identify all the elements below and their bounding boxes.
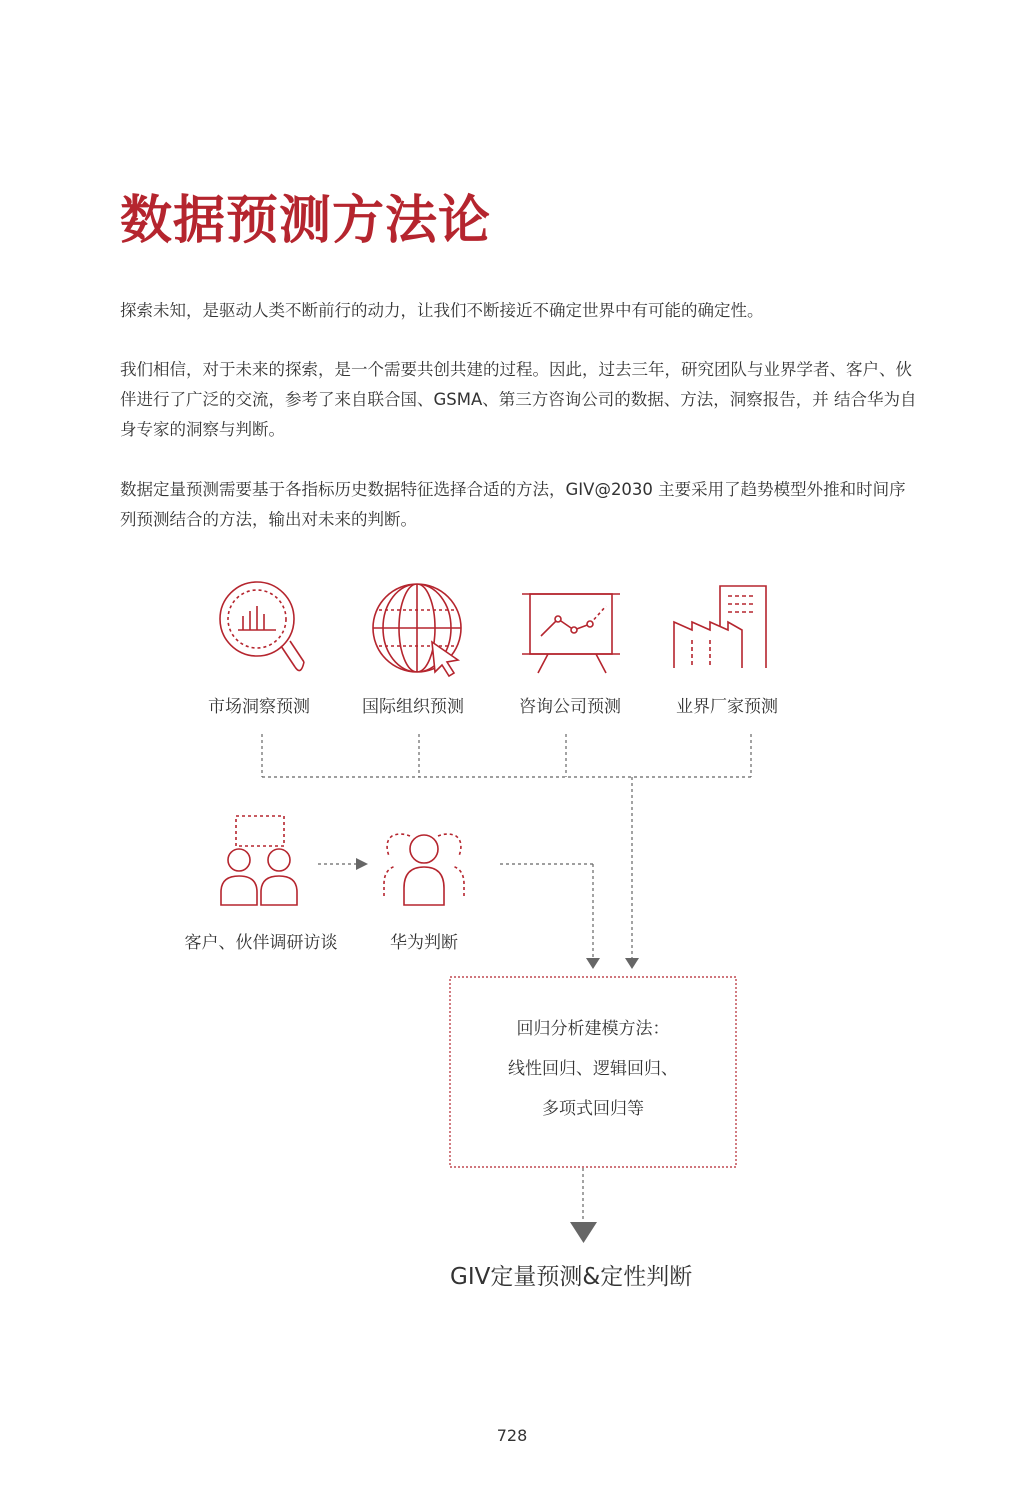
arrowheads: [356, 858, 639, 1243]
magnifier-chart-icon: [220, 582, 304, 671]
method-box-line-3: 多项式回归等: [542, 1099, 644, 1119]
presentation-board-icon: [522, 594, 620, 673]
judgment-label: 华为判断: [390, 933, 458, 953]
paragraph-intro: 探索未知，是驱动人类不断前行的动力，让我们不断接近不确定世界中有可能的确定性。: [120, 301, 764, 320]
result-label: GIV定量预测&定性判断: [450, 1264, 693, 1290]
interview-label: 客户、伙伴调研访谈: [184, 933, 338, 953]
source-label-intl-org: 国际组织预测: [362, 697, 464, 717]
method-box-line-2: 线性回归、逻辑回归、: [508, 1059, 678, 1079]
page-number: 728: [496, 1426, 528, 1445]
paragraph-collaboration: 我们相信，对于未来的探索，是一个需要共创共建的过程。因此，过去三年，研究团队与业界学者、客户、伙伴进行了广泛的交流，参考了来自联合国、GSMA、第三方咨询公司的数据、方法，洞察报告，并 结合华为自身专家的洞察与判断。: [120, 360, 917, 439]
globe-cursor-icon: [373, 584, 461, 676]
connector-lines: [262, 734, 751, 1222]
meeting-people-icon: [221, 816, 297, 905]
source-label-market: 市场洞察预测: [208, 697, 310, 717]
source-label-vendor: 业界厂家预测: [676, 697, 778, 717]
source-label-consulting: 咨询公司预测: [519, 697, 621, 717]
method-box-line-1: 回归分析建模方法：: [516, 1019, 670, 1039]
expert-person-icon: [384, 834, 464, 905]
paragraph-method: 数据定量预测需要基于各指标历史数据特征选择合适的方法，GIV@2030 主要采用了趋势模型外推和时间序列预测结合的方法，输出对未来的判断。: [120, 480, 906, 529]
factory-icon: [674, 586, 766, 668]
page-title: 数据预测方法论: [120, 191, 492, 251]
